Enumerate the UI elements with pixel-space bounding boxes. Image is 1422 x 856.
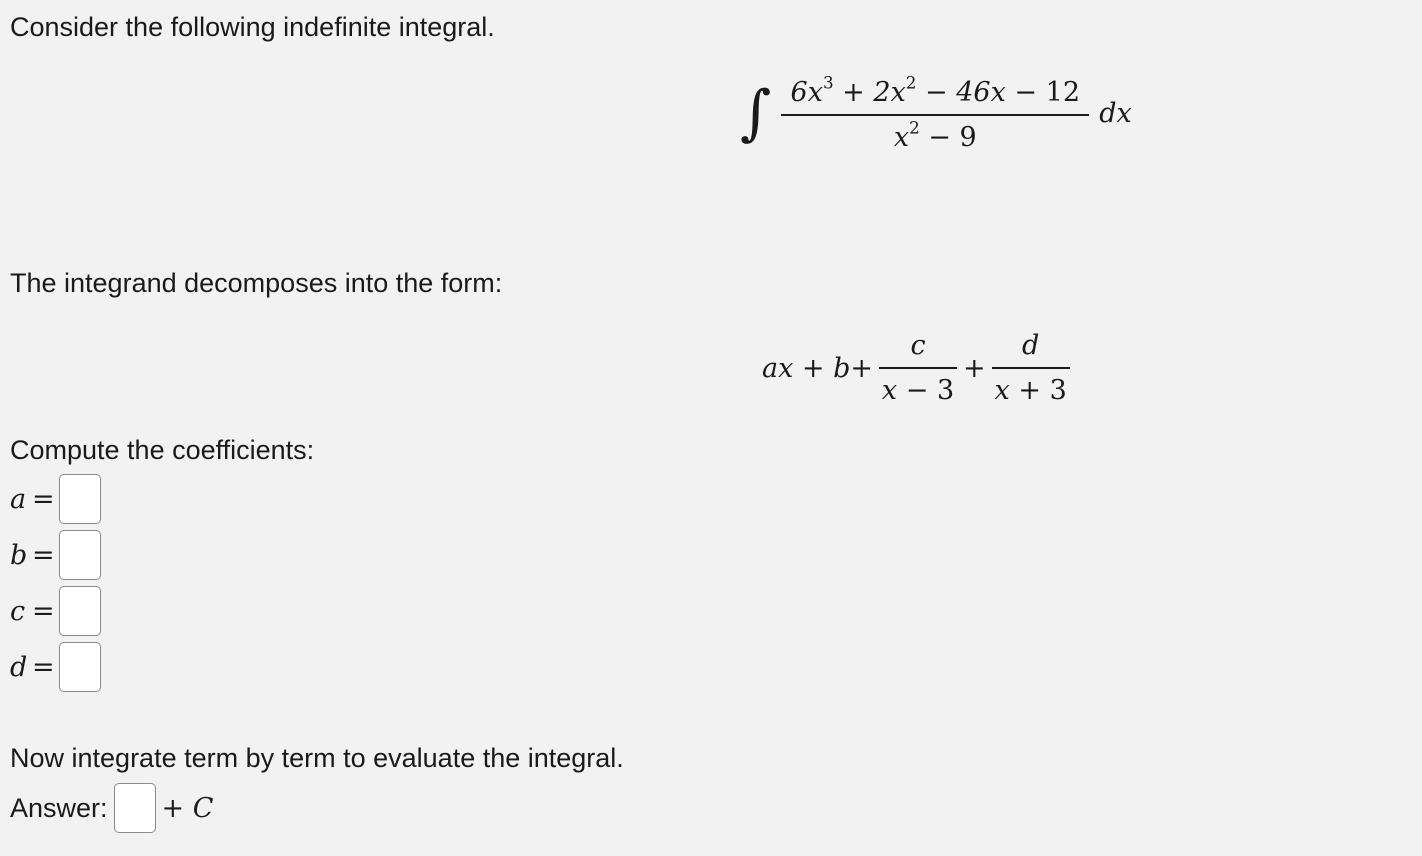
answer-label: Answer: — [10, 792, 108, 823]
integral-sign: ∫ — [740, 78, 772, 148]
differential: dx — [1099, 97, 1132, 129]
constant-of-integration: + C — [161, 792, 214, 824]
answer-input[interactable] — [114, 783, 156, 833]
decompose-text: The integrand decomposes into the form: — [10, 268, 503, 298]
coefficient-row-c: c = — [10, 583, 101, 639]
integrand-fraction — [781, 72, 1089, 153]
answer-row — [10, 780, 213, 836]
integrand-numerator: $6x^3 + 2x^2 - 46x - 12$ — [790, 72, 1080, 108]
coefficient-label-a: a — [10, 483, 27, 515]
coefficient-d-input[interactable] — [59, 642, 101, 692]
intro-text: Consider the following indefinite integral. — [10, 12, 495, 42]
coefficients-text: Compute the coefficients: — [10, 435, 315, 465]
coefficient-b-input[interactable] — [59, 530, 101, 580]
plus-sign: + — [963, 352, 986, 384]
integral-expression — [740, 70, 1132, 160]
decomposition-lead: ax + b+ — [762, 352, 874, 384]
partial-fraction-2: $\frac{d}{x + 3}$ — [992, 330, 1070, 406]
partial-fraction-1: $\frac{c}{x - 3}$ — [879, 330, 957, 406]
coefficient-a-input[interactable] — [59, 474, 101, 524]
decomposition-expression — [762, 328, 1076, 408]
coefficient-row-b: b = — [10, 527, 101, 583]
integrate-text: Now integrate term by term to evaluate the integral. — [10, 743, 624, 773]
integrand-denominator: $x^2 - 9$ — [893, 117, 977, 153]
coefficient-label-c: c — [10, 595, 26, 627]
coefficient-label-d: d — [10, 651, 28, 683]
coefficient-row-d: d = — [10, 639, 101, 695]
coefficient-label-b: b — [10, 539, 28, 571]
coefficient-c-input[interactable] — [59, 586, 101, 636]
coefficient-row-a: a = — [10, 471, 101, 527]
